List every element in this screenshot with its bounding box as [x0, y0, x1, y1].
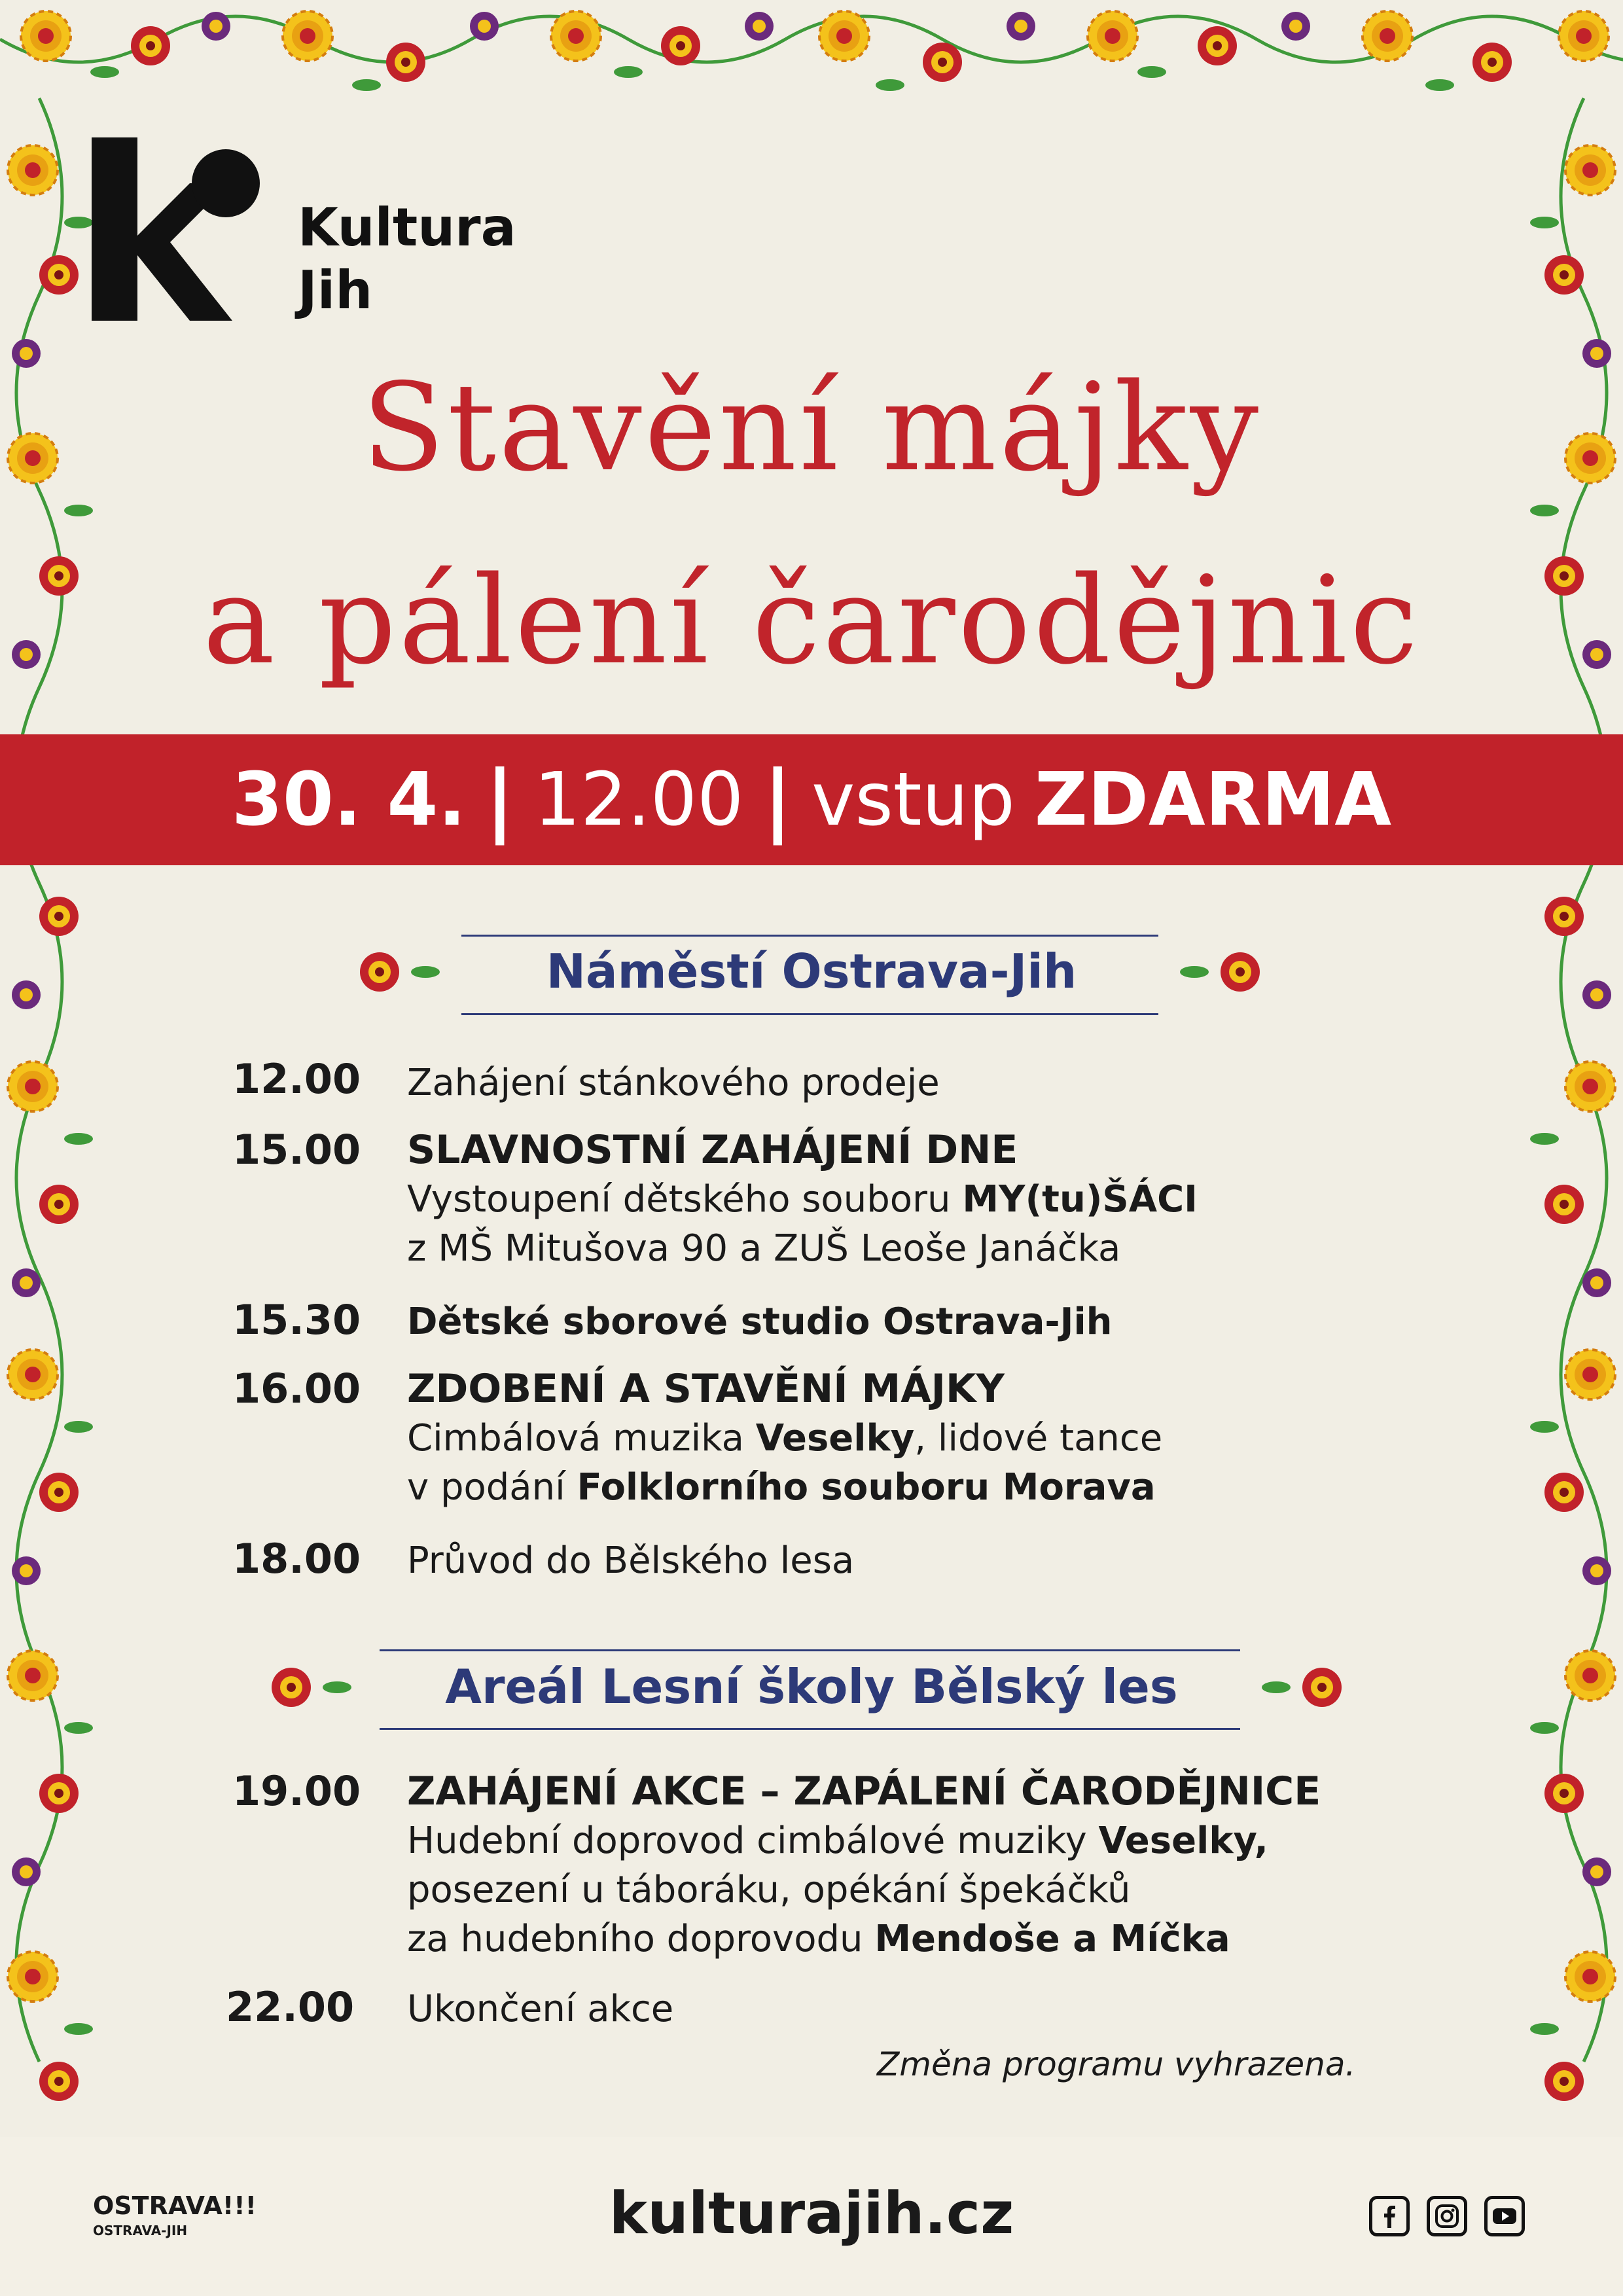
schedule-time: 18.00: [232, 1535, 361, 1583]
schedule-description: [407, 1767, 1321, 1964]
facebook-icon[interactable]: [1369, 2196, 1410, 2236]
date-banner: [0, 734, 1623, 865]
brand-line1: Kultura: [298, 197, 516, 258]
banner-separator: |: [485, 754, 514, 846]
banner-separator: |: [763, 754, 793, 846]
schedule-text: Cimbálová muzika: [407, 1417, 756, 1460]
event-date: 30. 4.: [231, 757, 466, 842]
schedule-text: za hudebního doprovodu: [407, 1918, 875, 1960]
schedule-time: 19.00: [232, 1767, 361, 1815]
website-link[interactable]: kulturajih.cz: [609, 2179, 1014, 2247]
youtube-icon[interactable]: [1484, 2196, 1525, 2236]
performer-name: Veselky,: [1098, 1820, 1268, 1862]
divider: [380, 1728, 1240, 1730]
venue-heading: Areál Lesní školy Bělský les: [445, 1659, 1178, 1714]
schedule-text: posezení u táboráku, opékání špekáčků: [407, 1869, 1131, 1911]
schedule-time: 22.00: [226, 1983, 355, 2031]
performer-name: Veselky: [755, 1417, 915, 1460]
schedule-time: 15.30: [232, 1296, 361, 1344]
performer-name: Folklorního souboru Morava: [577, 1466, 1156, 1509]
instagram-icon[interactable]: [1427, 2196, 1467, 2236]
schedule-text: Vystoupení dětského souboru: [407, 1178, 963, 1221]
divider: [461, 935, 1158, 937]
entry-label: vstup: [812, 757, 1015, 842]
schedule-text: v podání: [407, 1466, 577, 1509]
brand-name: [298, 196, 516, 322]
schedule-text: Hudební doprovod cimbálové muziky: [407, 1820, 1099, 1862]
schedule-time: 12.00: [232, 1055, 361, 1103]
district-wordmark: OSTRAVA-JIH: [93, 2223, 188, 2238]
event-title-line1: Stavění májky: [361, 357, 1262, 498]
schedule-headline: ZAHÁJENÍ AKCE – ZAPÁLENÍ ČARODĚJNICE: [407, 1768, 1321, 1814]
venue-heading: Náměstí Ostrava-Jih: [546, 944, 1077, 999]
entry-free-label: ZDARMA: [1034, 757, 1392, 842]
program-change-note: Změna programu vyhrazena.: [877, 2045, 1356, 2083]
divider: [380, 1649, 1240, 1651]
divider: [461, 1013, 1158, 1015]
brand-line2: Jih: [298, 260, 373, 321]
schedule-description: Ukončení akce: [407, 1988, 674, 2030]
event-title-line2: a pálení čarodějnic: [202, 550, 1421, 691]
city-wordmark: OSTRAVA!!!: [93, 2191, 257, 2220]
performer-name: MY(tu)ŠÁCI: [962, 1178, 1198, 1221]
schedule-description: [407, 1126, 1198, 1273]
schedule-description: [407, 1365, 1162, 1512]
performer-name: Mendoše a Míčka: [874, 1918, 1230, 1960]
schedule-description: Zahájení stánkového prodeje: [407, 1062, 940, 1104]
schedule-text: z MŠ Mitušova 90 a ZUŠ Leoše Janáčka: [407, 1227, 1121, 1270]
schedule-time: 15.00: [232, 1126, 361, 1174]
kultura-jih-logo: [92, 137, 262, 321]
schedule-time: 16.00: [232, 1365, 361, 1412]
schedule-text: , lidové tance: [914, 1417, 1163, 1460]
schedule-description: Dětské sborové studio Ostrava-Jih: [407, 1300, 1113, 1343]
schedule-description: Průvod do Bělského lesa: [407, 1539, 855, 1582]
schedule-headline: ZDOBENÍ A STAVĚNÍ MÁJKY: [407, 1366, 1005, 1412]
event-start-time: 12.00: [533, 757, 744, 842]
schedule-headline: SLAVNOSTNÍ ZAHÁJENÍ DNE: [407, 1127, 1018, 1173]
